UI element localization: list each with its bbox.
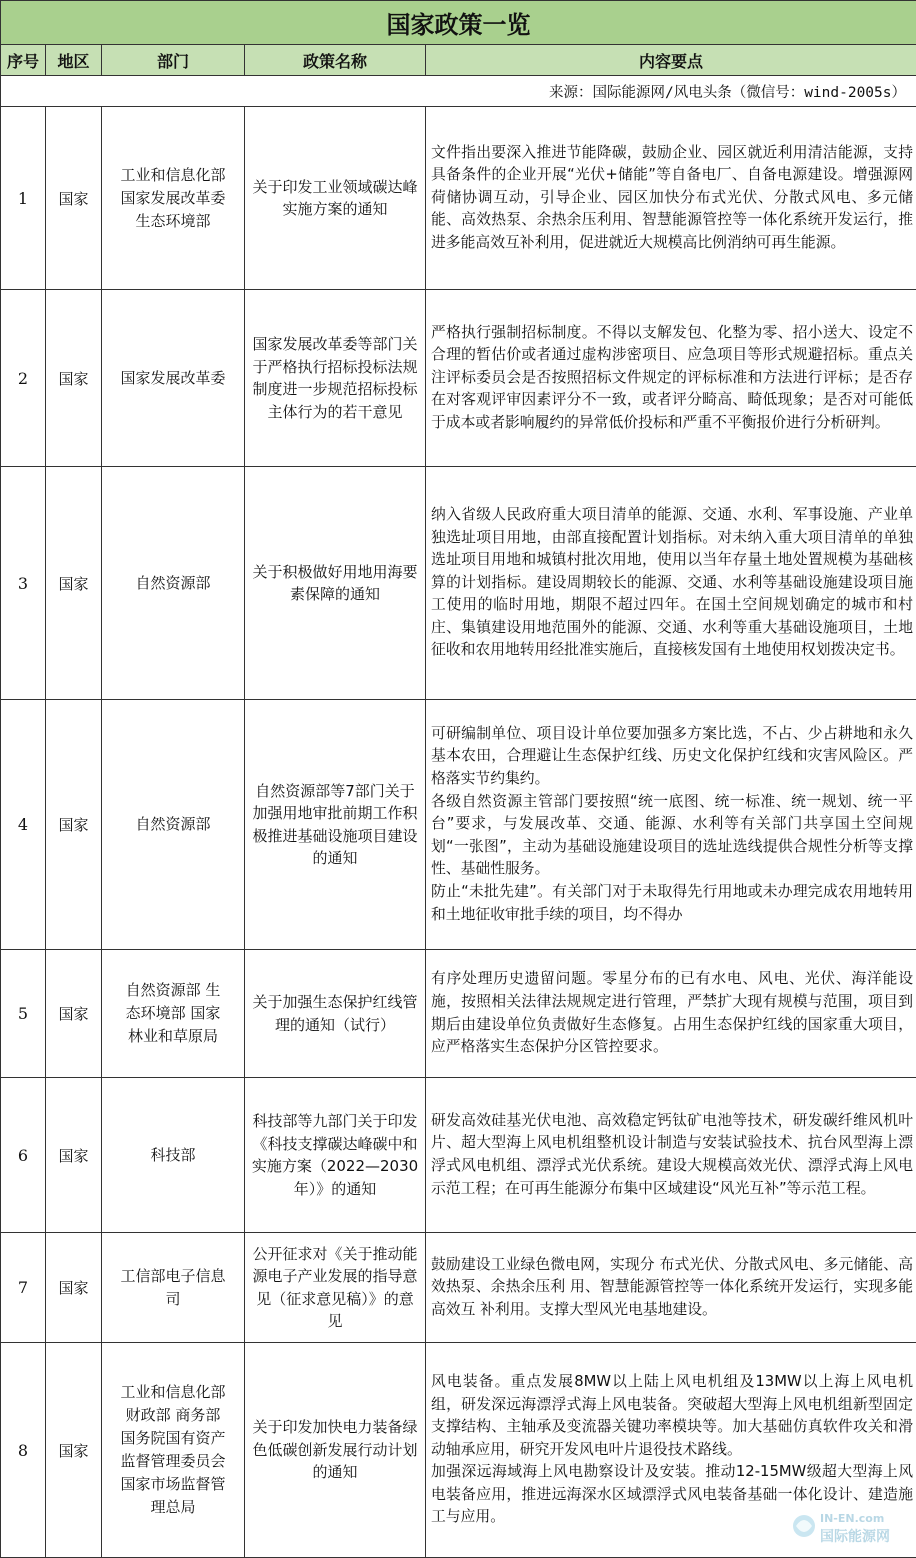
source-row [1, 76, 916, 107]
row-policy-name: 国家发展改革委等部门关于严格执行招标投标法规制度进一步规范招标投标主体行为的若干意见 [245, 290, 426, 467]
watermark-logo [790, 1504, 910, 1550]
row-number: 4 [1, 700, 46, 950]
row-number: 3 [1, 467, 46, 700]
department-line: 工业和信息化部 [106, 164, 240, 187]
row-policy-name: 公开征求对《关于推动能源电子产业发展的指导意见（征求意见稿）》的意见 [245, 1233, 426, 1343]
department-line: 工信部电子信息 [106, 1265, 240, 1288]
row-content [426, 950, 916, 1078]
department-line: 林业和草原局 [106, 1025, 240, 1048]
header-content: 内容要点 [426, 45, 916, 76]
row-content [426, 1233, 916, 1343]
department-line: 自然资源部 [106, 813, 240, 836]
row-content [426, 700, 916, 950]
department-line: 工业和信息化部 [106, 1381, 240, 1404]
department-line: 理总局 [106, 1496, 240, 1519]
row-number: 5 [1, 950, 46, 1078]
header-region: 地区 [46, 45, 102, 76]
header-dept: 部门 [102, 45, 245, 76]
watermark-top: IN-EN.com [820, 1512, 884, 1525]
content-paragraph: 文件指出要深入推进节能降碳，鼓励企业、园区就近利用清洁能源，支持具备条件的企业开展“光伏+储能”等自备电厂、自备电源建设。增强源网荷储协调互动，引导企业、园区加快分布式光伏、分散式风电、多元储能、高效热泵、余热余压利用、智慧能源管控等一体化系统开发运行，推进多能高效互补利用，促进就近大规模高比例消纳可再生能源。 [431, 142, 913, 255]
row-policy-name: 关于加强生态保护红线管理的通知（试行） [245, 950, 426, 1078]
department-line: 监督管理委员会 [106, 1450, 240, 1473]
content-paragraph: 鼓励建设工业绿色微电网，实现分 布式光伏、分散式风电、多元储能、高效热泵、余热余压利 用、智慧能源管控等一体化系统开发运行，实现多能高效互 补利用。支撑大型风光电基地建设。 [431, 1254, 913, 1322]
content-paragraph: 纳入省级人民政府重大项目清单的能源、交通、水利、军事设施、产业单独选址项目用地，由部直接配置计划指标。对未纳入重大项目清单的单独选址项目用地和城镇村批次用地，使用以当年存量土地处置规模为基础核算的计划指标。建设周期较长的能源、交通、水利等基础设施建设项目施工使用的临时用地，期限不超过四年。在国土空间规划确定的城市和村庄、集镇建设用地范围外的能源、交通、水利等重大基础设施项目，土地征收和农用地转用经批准实施后，直接核发国有土地使用权划拨决定书。 [431, 504, 913, 662]
content-paragraph: 研发高效硅基光伏电池、高效稳定钙钛矿电池等技术，研发碳纤维风机叶片、超大型海上风电机组整机设计制造与安装试验技术、抗台风型海上漂浮式风电机组、漂浮式光伏系统。建设大规模高效光伏、漂浮式海上风电示范工程；在可再生能源分布集中区域建设“风光互补”等示范工程。 [431, 1110, 913, 1200]
row-policy-name: 关于印发工业领域碳达峰实施方案的通知 [245, 107, 426, 290]
row-number: 1 [1, 107, 46, 290]
department-line: 国家市场监督管 [106, 1473, 240, 1496]
table-row [1, 1078, 916, 1233]
row-region: 国家 [46, 1343, 102, 1558]
source-note: 来源：国际能源网/风电头条（微信号：wind-2005s） [1, 76, 916, 107]
row-department [102, 290, 245, 467]
row-policy-name: 关于积极做好用地用海要素保障的通知 [245, 467, 426, 700]
header-policy: 政策名称 [245, 45, 426, 76]
header-row [1, 45, 916, 76]
table-row [1, 950, 916, 1078]
department-line: 国家发展改革委 [106, 187, 240, 210]
content-paragraph: 有序处理历史遗留问题。零星分布的已有水电、风电、光伏、海洋能设施，按照相关法律法规规定进行管理，严禁扩大现有规模与范围，项目到期后由建设单位负责做好生态修复。占用生态保护红线的国家重大项目，应严格落实生态保护分区管控要求。 [431, 968, 913, 1058]
row-department [102, 1343, 245, 1558]
row-content [426, 107, 916, 290]
content-paragraph: 防止“未批先建”。有关部门对于未取得先行用地或未办理完成农用地转用和土地征收审批手续的项目，均不得办 [431, 881, 913, 926]
title-row [1, 1, 916, 45]
row-region: 国家 [46, 467, 102, 700]
content-paragraph: 各级自然资源主管部门要按照“统一底图、统一标准、统一规划、统一平台”要求，与发展改革、交通、能源、水利等有关部门共享国土空间规划“一张图”，主动为基础设施建设项目的选址选线提供合规性分析等支撑性、基础性服务。 [431, 791, 913, 881]
table-row [1, 1233, 916, 1343]
row-content [426, 1078, 916, 1233]
header-no: 序号 [1, 45, 46, 76]
row-region: 国家 [46, 700, 102, 950]
row-number: 8 [1, 1343, 46, 1558]
row-number: 7 [1, 1233, 46, 1343]
row-department [102, 107, 245, 290]
page-title: 国家政策一览 [1, 1, 916, 45]
row-department [102, 1078, 245, 1233]
row-region: 国家 [46, 1078, 102, 1233]
row-region: 国家 [46, 107, 102, 290]
department-line: 司 [106, 1288, 240, 1311]
row-policy-name: 自然资源部等7部门关于加强用地审批前期工作积极推进基础设施项目建设的通知 [245, 700, 426, 950]
row-region: 国家 [46, 950, 102, 1078]
department-line: 科技部 [106, 1144, 240, 1167]
row-content [426, 290, 916, 467]
row-policy-name: 科技部等九部门关于印发《科技支撑碳达峰碳中和实施方案（2022—2030年）》的通知 [245, 1078, 426, 1233]
row-department [102, 700, 245, 950]
department-line: 财政部 商务部 [106, 1404, 240, 1427]
department-line: 国务院国有资产 [106, 1427, 240, 1450]
content-paragraph: 加强深远海域海上风电勘察设计及安装。推动12-15MW级超大型海上风电装备应用，推进远海深水区域漂浮式风电装备基础一体化设计、建造施工与应用。 [431, 1461, 913, 1529]
department-line: 自然资源部 [106, 572, 240, 595]
content-paragraph: 可研编制单位、项目设计单位要加强多方案比选，不占、少占耕地和永久基本农田，合理避让生态保护红线、历史文化保护红线和灾害风险区。严格落实节约集约。 [431, 723, 913, 791]
row-policy-name: 关于印发加快电力装备绿色低碳创新发展行动计划的通知 [245, 1343, 426, 1558]
table-row [1, 290, 916, 467]
watermark-bottom: 国际能源网 [820, 1528, 890, 1545]
content-paragraph: 严格执行强制招标制度。不得以支解发包、化整为零、招小送大、设定不合理的暂估价或者通过虚构涉密项目、应急项目等形式规避招标。重点关注评标委员会是否按照招标文件规定的评标标准和方法进行评标；是否存在对客观评审因素评分不一致，或者评分畸高、畸低现象；是否对可能低于成本或者影响履约的异常低价投标和严重不平衡报价进行分析研判。 [431, 322, 913, 435]
row-region: 国家 [46, 290, 102, 467]
row-department [102, 1233, 245, 1343]
table-row [1, 700, 916, 950]
table-row [1, 467, 916, 700]
row-content [426, 467, 916, 700]
table-row [1, 1343, 916, 1558]
row-department [102, 467, 245, 700]
content-paragraph: 风电装备。重点发展8MW以上陆上风电机组及13MW以上海上风电机组，研发深远海漂浮式海上风电装备。突破超大型海上风电机组新型固定支撑结构、主轴承及变流器关键功率模块等。加大基础仿真软件攻关和滑动轴承应用，研究开发风电叶片退役技术路线。 [431, 1371, 913, 1461]
department-line: 国家发展改革委 [106, 367, 240, 390]
department-line: 态环境部 国家 [106, 1002, 240, 1025]
table-row [1, 107, 916, 290]
row-number: 2 [1, 290, 46, 467]
department-line: 自然资源部 生 [106, 979, 240, 1002]
row-region: 国家 [46, 1233, 102, 1343]
department-line: 生态环境部 [106, 210, 240, 233]
row-number: 6 [1, 1078, 46, 1233]
row-department [102, 950, 245, 1078]
